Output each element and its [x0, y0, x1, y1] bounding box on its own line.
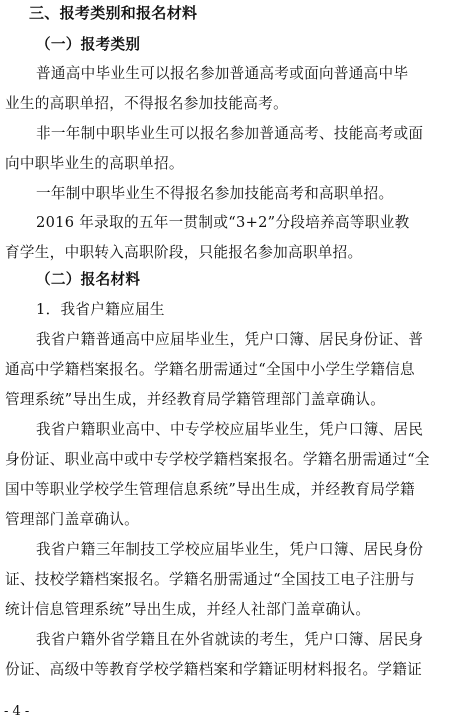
paragraph-line: 普通高中毕业生可以报名参加普通高考或面向普通高中毕	[36, 65, 409, 82]
paragraph-line: 证、技校学籍档案报名。学籍名册需通过“全国技工电子注册与	[5, 571, 415, 588]
paragraph-line: 非一年制中职毕业生可以报名参加普通高考、技能高考或面	[36, 125, 424, 142]
paragraph-line: 育学生，中职转入高职阶段，只能报名参加高职单招。	[5, 244, 363, 261]
paragraph-line: 业生的高职单招，不得报名参加技能高考。	[5, 95, 288, 112]
paragraph-line: 管理部门盖章确认。	[5, 511, 140, 528]
paragraph-line: 我省户籍外省学籍且在外省就读的考生，凭户口簿、居民身	[36, 631, 424, 648]
paragraph-line: 国中等职业学校学生管理信息系统”导出生成，并经教育局学籍	[5, 481, 415, 498]
paragraph-line: 我省户籍职业高中、中专学校应届毕业生，凭户口簿、居民	[36, 421, 424, 438]
subsection-heading-category: （一）报考类别	[36, 36, 141, 53]
paragraph-line: 2016 年录取的五年一贯制或“3+2”分段培养高等职业教	[36, 214, 410, 231]
paragraph-line: 我省户籍三年制技工学校应届毕业生，凭户口簿、居民身份	[36, 541, 424, 558]
section-heading: 三、报考类别和报名材料	[29, 4, 198, 22]
paragraph-line: 通高中学籍档案报名。学籍名册需通过“全国中小学生学籍信息	[5, 361, 415, 378]
paragraph-line: 管理系统”导出生成，并经教育局学籍管理部门盖章确认。	[5, 391, 386, 408]
subsection-heading-materials: （二）报名材料	[36, 271, 141, 288]
item-heading: 1．我省户籍应届生	[36, 301, 165, 318]
paragraph-line: 份证、高级中等教育学校学籍档案和学籍证明材料报名。学籍证	[5, 661, 423, 678]
paragraph-line: 身份证、职业高中或中专学校学籍档案报名。学籍名册需通过“全	[5, 451, 430, 468]
paragraph-line: 我省户籍普通高中应届毕业生，凭户口簿、居民身份证、普	[36, 331, 424, 348]
page-number: - 4 -	[4, 704, 30, 719]
paragraph-line: 向中职毕业生的高职单招。	[5, 155, 184, 172]
paragraph-line: 统计信息管理系统”导出生成，并经人社部门盖章确认。	[5, 601, 371, 618]
paragraph-line: 一年制中职毕业生不得报名参加技能高考和高职单招。	[36, 185, 394, 202]
